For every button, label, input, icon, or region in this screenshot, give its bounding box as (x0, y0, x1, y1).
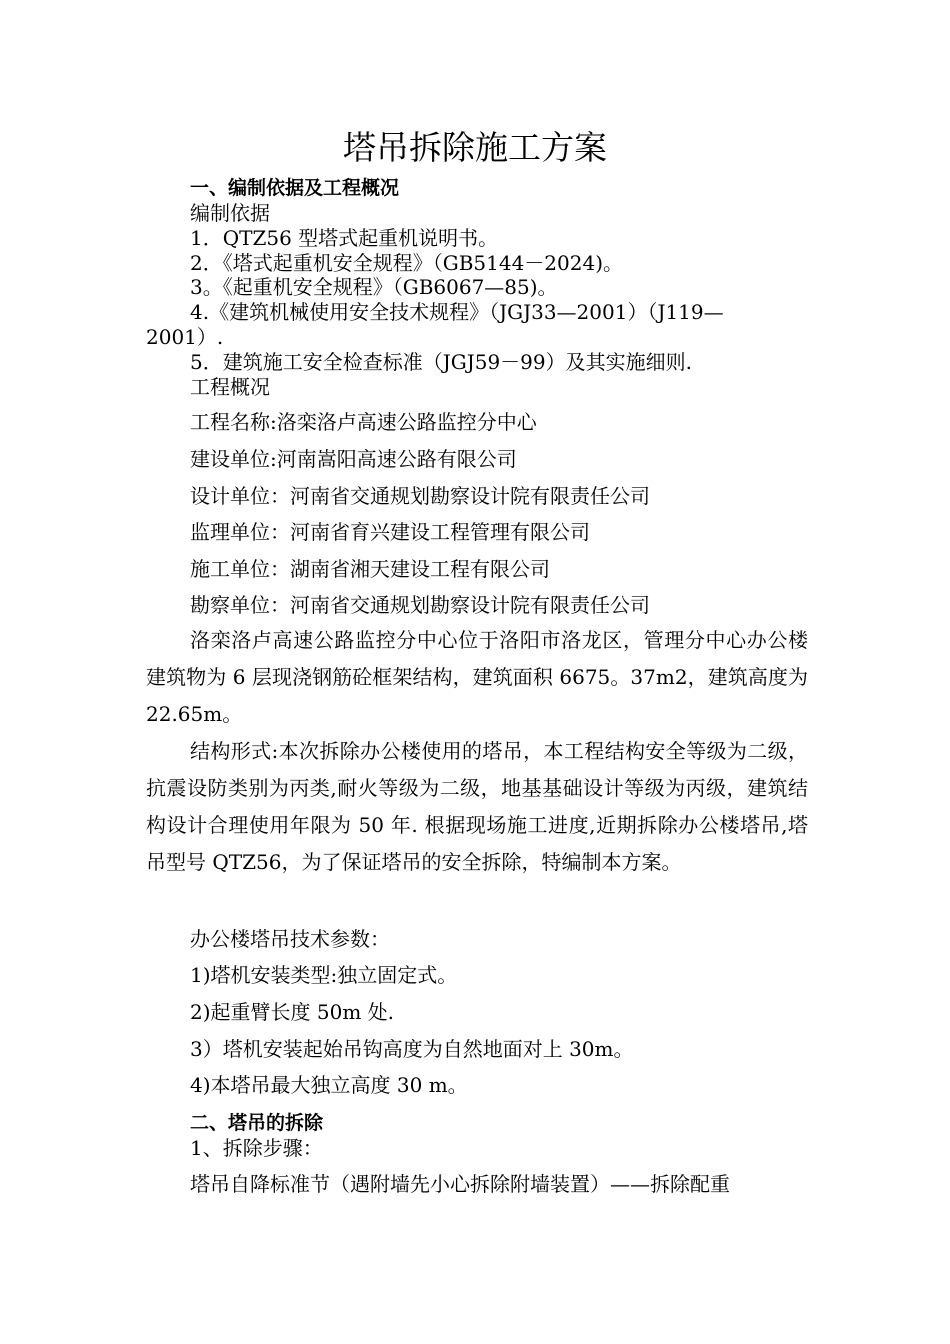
overview-label: 工程概况 (190, 375, 270, 399)
paragraph-structure: 结构形式:本次拆除办公楼使用的塔吊，本工程结构安全等级为二级，抗震设防类别为丙类,耐火等级为二级，地基基础设计等级为丙级，建筑结构设计合理使用年限为 50 年. 根据现场施工进度,近期拆除办公楼塔吊,塔吊型号 QTZ56，为了保证塔吊的安全拆除，特编制本方案。 (146, 739, 808, 874)
basis-item-4: 4.《建筑机械使用安全技术规程》（JGJ33—2001）（J119— (190, 300, 724, 324)
builder-unit: 建设单位:河南嵩阳高速公路有限公司 (190, 447, 517, 471)
steps-text: 塔吊自降标准节（遇附墙先小心拆除附墙装置）——拆除配重 (190, 1172, 730, 1196)
param-item-2: 2)起重臂长度 50m 处. (190, 1000, 395, 1024)
paragraph-location: 洛栾洛卢高速公路监控分中心位于洛阳市洛龙区，管理分中心办公楼建筑物为 6 层现浇钢筋砼框架结构，建筑面积 6675。37m2，建筑高度为 22.65m。 (146, 628, 808, 726)
param-item-3: 3）塔机安装起始吊钩高度为自然地面对上 30m。 (190, 1037, 634, 1061)
section-heading-removal: 二、塔吊的拆除 (190, 1112, 324, 1134)
surveyor-unit: 勘察单位：河南省交通规划勘察设计院有限责任公司 (190, 593, 650, 617)
steps-label: 1、拆除步骤： (190, 1136, 323, 1160)
basis-item-2: 2．《塔式起重机安全规程》（GB5144－2024)。 (190, 251, 623, 275)
basis-label: 编制依据 (190, 201, 270, 225)
basis-item-1: 1．QTZ56 型塔式起重机说明书。 (190, 226, 499, 250)
param-item-1: 1)塔机安装类型:独立固定式。 (190, 963, 458, 987)
basis-item-4-continued: 2001）. (146, 325, 224, 349)
section-heading-basis: 一、编制依据及工程概况 (190, 177, 400, 199)
project-name: 工程名称:洛栾洛卢高速公路监控分中心 (190, 410, 537, 434)
param-item-4: 4)本塔吊最大独立高度 30 m。 (190, 1073, 468, 1097)
designer-unit: 设计单位：河南省交通规划勘察设计院有限责任公司 (190, 484, 650, 508)
contractor-unit: 施工单位：湖南省湘天建设工程有限公司 (190, 557, 550, 581)
basis-item-3: 3。《起重机安全规程》（GB6067—85)。 (190, 275, 558, 299)
supervisor-unit: 监理单位：河南省育兴建设工程管理有限公司 (190, 520, 590, 544)
params-label: 办公楼塔吊技术参数： (190, 927, 390, 951)
basis-item-5: 5．建筑施工安全检查标准（JGJ59－99）及其实施细则. (190, 350, 692, 374)
document-title: 塔吊拆除施工方案 (343, 128, 607, 167)
